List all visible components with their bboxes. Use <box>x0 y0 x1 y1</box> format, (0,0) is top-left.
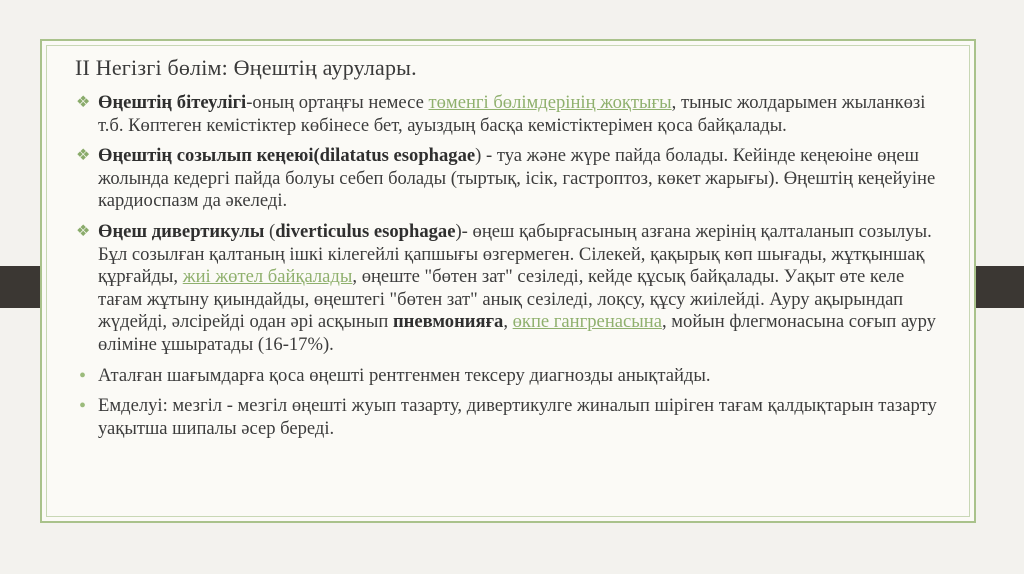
text: , <box>503 311 513 333</box>
term-diverticulum-latin: diverticulus esophagae <box>275 220 456 242</box>
text: Емделуі: мезгіл - мезгіл өңешті жуып тазарту, дивертикулге жиналып шіріген тағам қалдықтарын тазарту уақытша шипалы әсер береді. <box>98 395 937 439</box>
list-item-diverticulum <box>76 221 948 357</box>
text: , өңеште "бөтен зат" сезіледі, кейде құсық байқалады. Уақыт өте келе тағам жұтыну қиындайды, өңештегі "бөтен зат" анық сезіледі, лоқсу, құсу жиілейді. Ауру ақырындап жүдейді, әлсірейді одан әрі асқынып <box>98 266 905 333</box>
diamond-bullet-icon: ❖ <box>76 94 91 111</box>
diamond-bullet-icon: ❖ <box>76 147 91 165</box>
text: ) - туа және жүре пайда болады. Кейінде кеңеюіне өңеш жолында кедергі пайда болуы себеп болады (тыртық, ісік, гастроптоз, көкет жарығы). Өңештің кеңейуіне кардиоспазм да әкеледі. <box>98 145 936 212</box>
term-atresia: Өңештің бітеулігі <box>98 92 247 113</box>
text: ( <box>264 220 276 242</box>
term-pneumonia: пневмонияға <box>392 311 504 333</box>
term-diverticulum: Өңеш дивертикулы <box>98 220 265 242</box>
diamond-bullet-icon: ❖ <box>76 222 91 240</box>
list-item-diagnosis <box>76 365 948 388</box>
text: )- өңеш қабырғасының азғана жерінің қалталанып созылуы. Бұл созылған қалтаның ішкі кілегейлі қапшығы өзгермеген. Сілекей, қақырық көп шығады, жұтқыншақ құрғайды, <box>98 220 932 288</box>
term-dilatation: Өңештің созылып кеңеюі(dilatatus esophagae <box>98 145 476 167</box>
text: , тыныс жолдарымен жыланкөзі т.б. Көптеген кемістіктер көбінесе бет, ауыздың басқа кемістіктерімен қоса байқалады. <box>98 92 926 136</box>
list-item-treatment <box>76 395 948 440</box>
dot-bullet-icon: • <box>79 364 87 387</box>
dot-bullet-icon: • <box>79 395 87 418</box>
link-lung-gangrene[interactable]: өкпе гангренасына <box>512 311 662 333</box>
text: Аталған шағымдарға қоса өңешті рентгенмен тексеру диагнозды анықтайды. <box>98 364 711 386</box>
link-frequent-cough[interactable]: жиі жөтел байқалады <box>182 266 353 288</box>
slide-title: II Негізгі бөлім: Өңештің аурулары. <box>75 55 417 80</box>
text: , мойын флегмонасына соғып ауру өліміне ұшыратады (16-17%). <box>98 311 936 355</box>
slide-content <box>76 92 948 448</box>
list-item-atresia <box>76 92 948 137</box>
text: -оның ортаңғы немесе <box>246 92 429 113</box>
list-item-dilatation <box>76 145 948 213</box>
link-lower-sections[interactable]: төменгі бөлімдерінің жоқтығы <box>428 92 672 113</box>
